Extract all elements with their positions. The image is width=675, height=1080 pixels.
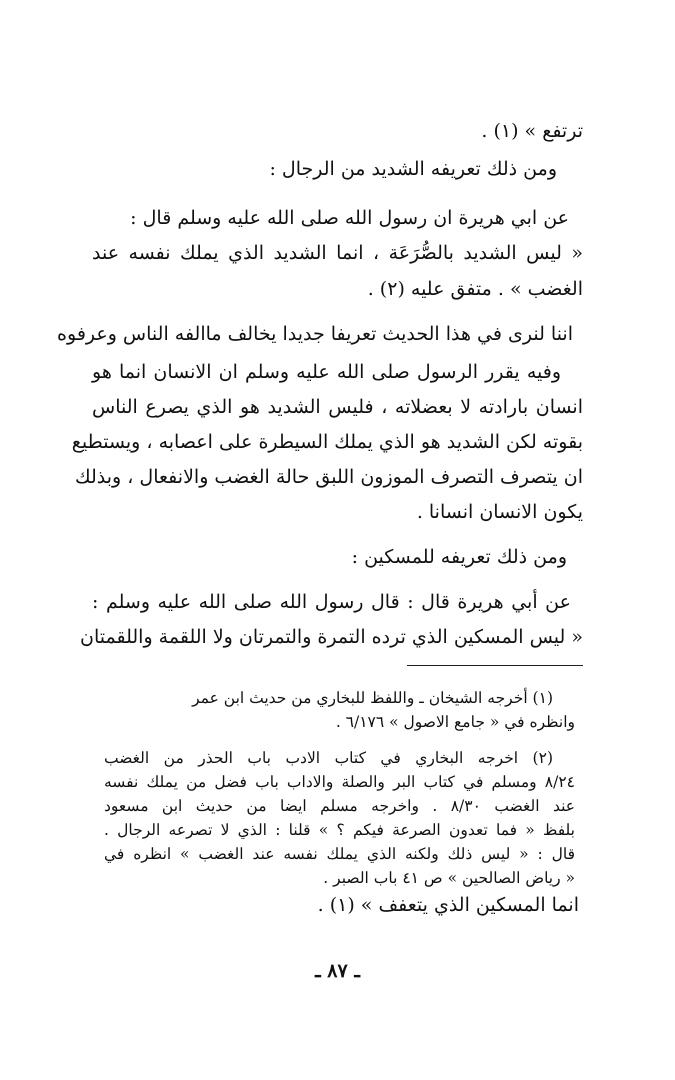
body-line: الغضب » . متفق عليه (٢) . <box>367 278 583 300</box>
footnote-line: وانظره في « جامع الاصول » ٦/١٧٦ . <box>335 713 575 731</box>
footnote-line: عند الغضب ٨/٣٠ . واخرجه مسلم ايضا من حديث ابن مسعود <box>104 797 575 815</box>
body-line: يكون الانسان انسانا . <box>416 501 583 523</box>
footnote-line: ٨/٢٤ ومسلم في كتاب البر والصلة والاداب باب فضل من يملك نفسه <box>104 773 575 791</box>
footnote-line: بلفظ « فما تعدون الصرعة فيكم ؟ » قلنا : الذي لا تصرعه الرجال . <box>104 821 575 839</box>
body-line: عن ابي هريرة ان رسول الله صلى الله عليه وسلم قال : <box>130 207 569 229</box>
body-line: « ليس المسكين الذي ترده التمرة والتمرتان ولا اللقمة واللقمتان <box>80 626 583 648</box>
body-line: ومن ذلك تعريفه الشديد من الرجال : <box>269 158 557 180</box>
footnote-line: « رياض الصالحين » ص ٤١ باب الصبر . <box>323 869 575 887</box>
page-number: ـ ٨٧ ـ <box>315 960 360 982</box>
footnote-line: (١) أخرجه الشيخان ـ واللفظ للبخاري من حديث ابن عمر <box>192 689 553 707</box>
body-line: عن أبي هريرة قال : قال رسول الله صلى الله عليه وسلم : <box>92 591 571 613</box>
body-line: ترتفع » (١) . <box>481 120 583 142</box>
body-line: « ليس الشديد بالصُّرَعَة ، انما الشديد الذي يملك نفسه عند <box>92 242 583 264</box>
footnote-separator <box>407 665 583 666</box>
body-line: وفيه يقرر الرسول صلى الله عليه وسلم ان الانسان انما هو <box>92 361 561 383</box>
footnote-line: (٢) اخرجه البخاري في كتاب الادب باب الحذر من الغضب <box>104 749 553 767</box>
body-line: ان يتصرف التصرف الموزون اللبق حالة الغضب والانفعال ، وبذلك <box>74 466 583 488</box>
body-line: ومن ذلك تعريفه للمسكين : <box>351 546 567 568</box>
body-line: بقوته لكن الشديد هو الذي يملك السيطرة على اعصابه ، ويستطيع <box>71 431 583 453</box>
continuation-line: انما المسكين الذي يتعفف » (١) . <box>317 894 579 916</box>
body-line: انسان بارادته لا بعضلاته ، فليس الشديد هو الذي يصرع الناس <box>92 396 583 418</box>
body-line: اننا لنرى في هذا الحديث تعريفا جديدا يخالف ماالفه الناس وعرفوه <box>57 323 573 345</box>
footnote-line: قال : « ليس ذلك ولكنه الذي يملك نفسه عند الغضب » انظره في <box>104 845 575 863</box>
